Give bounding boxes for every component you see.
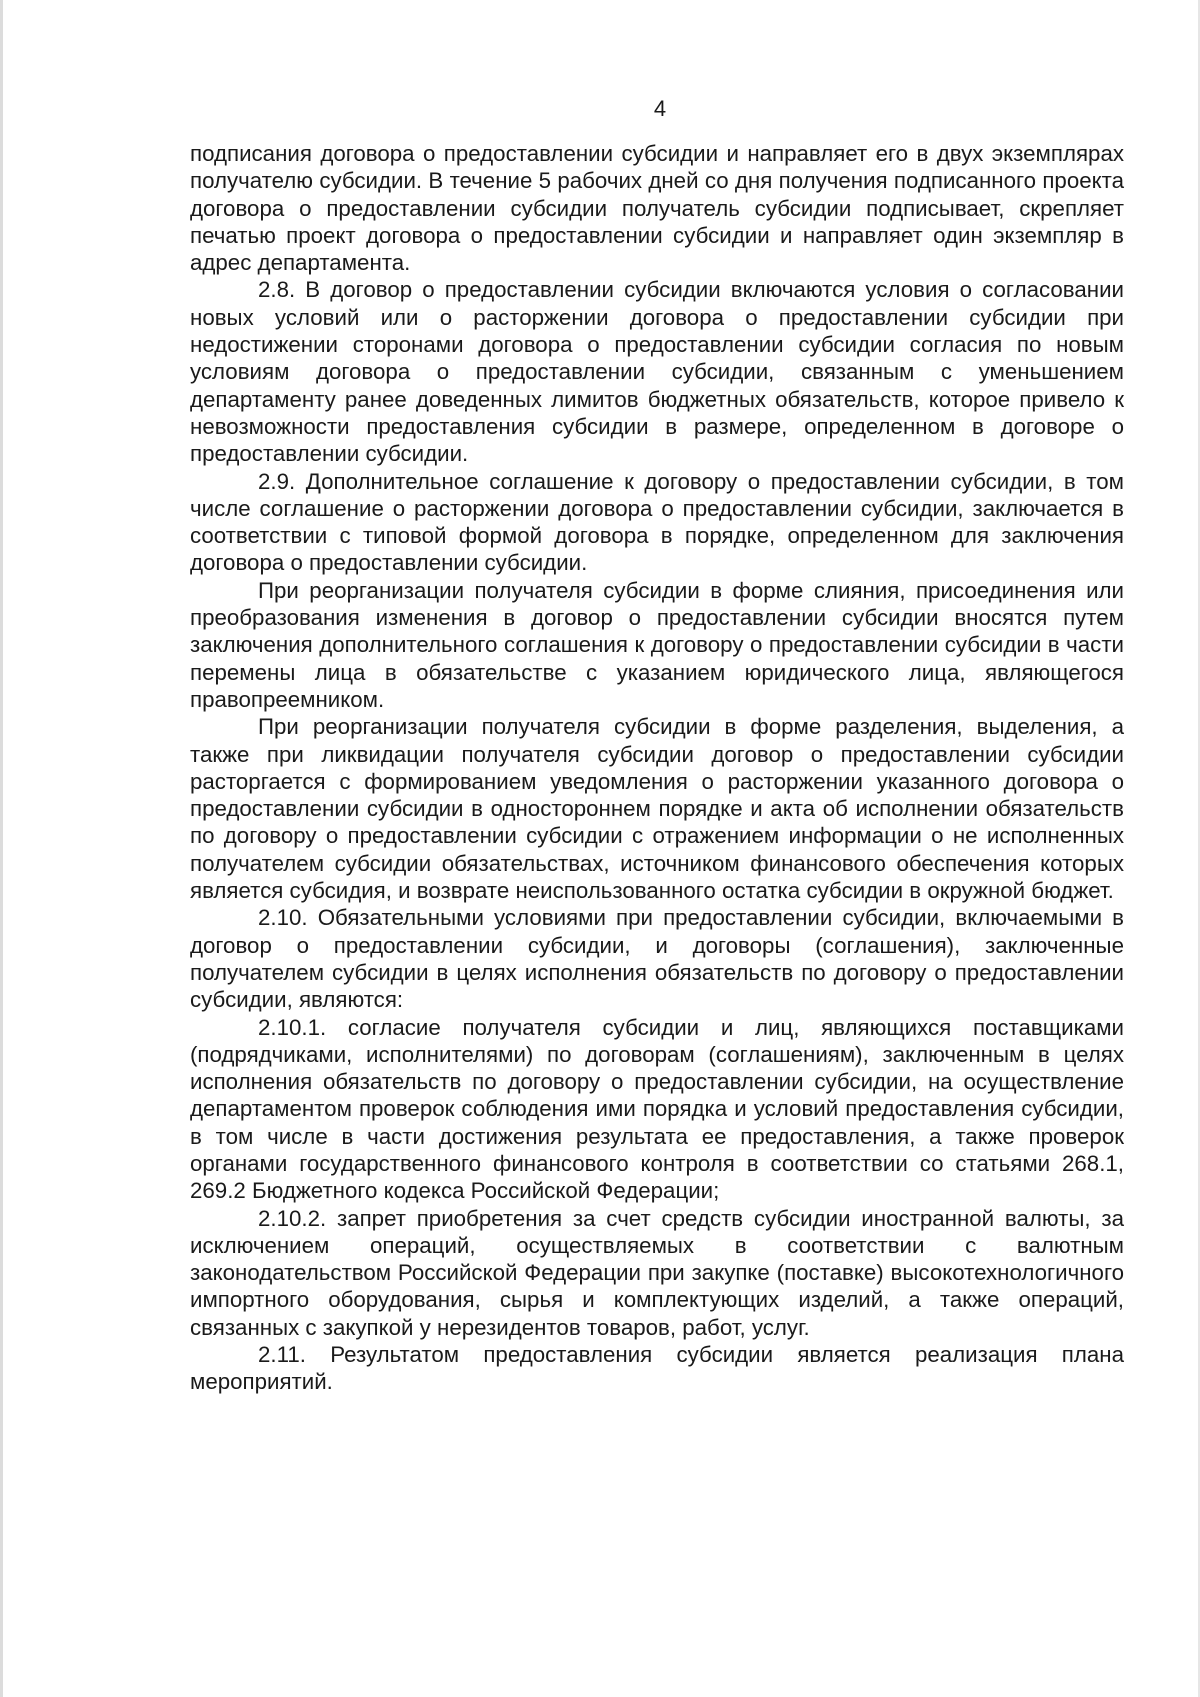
document-body <box>190 140 1124 1396</box>
page-left-edge <box>0 0 3 1697</box>
paragraph-2-9: 2.9. Дополнительное соглашение к договору о предоставлении субсидии, в том числе соглашение о расторжении договора о предоставлении субсидии, заключается в соответствии с типовой формой договора в порядке, определенном для заключения договора о предоставлении субсидии. <box>190 468 1124 576</box>
page-number: 4 <box>653 96 667 121</box>
paragraph-continuation: подписания договора о предоставлении субсидии и направляет его в двух экземплярах получателю субсидии. В течение 5 рабочих дней со дня получения подписанного проекта договора о предоставлении субсидии получатель субсидии подписывает, скрепляет печатью проект договора о предоставлении субсидии и направляет один экземпляр в адрес департамента. <box>190 141 1124 276</box>
paragraph-2-10: 2.10. Обязательными условиями при предоставлении субсидии, включаемыми в договор о предоставлении субсидии, и договоры (соглашения), заключенные получателем субсидии в целях исполнения обязательств по договору о предоставлении субсидии, являются: <box>190 905 1124 1013</box>
paragraph-2-8: 2.8. В договор о предоставлении субсидии включаются условия о согласовании новых условий или о расторжении договора о предоставлении субсидии при недостижении сторонами договора о предоставлении субсидии согласия по новым условиям договора о предоставлении субсидии, связанным с уменьшением департаменту ранее доведенных лимитов бюджетных обязательств, которое привело к невозможности предоставления субсидии в размере, определенном в договоре о предоставлении субсидии. <box>190 277 1124 467</box>
paragraph-reorganization-division: При реорганизации получателя субсидии в форме разделения, выделения, а также при ликвидации получателя субсидии договор о предоставлении субсидии расторгается с формированием уведомления о расторжении указанного договора о предоставлении субсидии в одностороннем порядке и акта об исполнении обязательств по договору о предоставлении субсидии с отражением информации о не исполненных получателем субсидии обязательствах, источником финансового обеспечения которых является субсидия, и возврате неиспользованного остатка субсидии в окружной бюджет. <box>190 714 1124 904</box>
paragraph-2-10-2: 2.10.2. запрет приобретения за счет средств субсидии иностранной валюты, за исключением операций, осуществляемых в соответствии с валютным законодательством Российской Федерации при закупке (поставке) высокотехнологичного импортного оборудования, сырья и комплектующих изделий, а также операций, связанных с закупкой у нерезидентов товаров, работ, услуг. <box>190 1205 1124 1340</box>
paragraph-2-10-1: 2.10.1. согласие получателя субсидии и лиц, являющихся поставщиками (подрядчиками, исполнителями) по договорам (соглашениям), заключенным в целях исполнения обязательств по договору о предоставлении субсидии, на осуществление департаментом проверок соблюдения ими порядка и условий предоставления субсидии, в том числе в части достижения результата ее предоставления, а также проверок органами государственного финансового контроля в соответствии со статьями 268.1, 269.2 Бюджетного кодекса Российской Федерации; <box>190 1014 1124 1204</box>
paragraph-reorganization-merger: При реорганизации получателя субсидии в форме слияния, присоединения или преобразования изменения в договор о предоставлении субсидии вносятся путем заключения дополнительного соглашения к договору о предоставлении субсидии в части перемены лица в обязательстве с указанием юридического лица, являющегося правопреемником. <box>190 577 1124 712</box>
paragraph-2-11: 2.11. Результатом предоставления субсидии является реализация плана мероприятий. <box>190 1342 1124 1395</box>
